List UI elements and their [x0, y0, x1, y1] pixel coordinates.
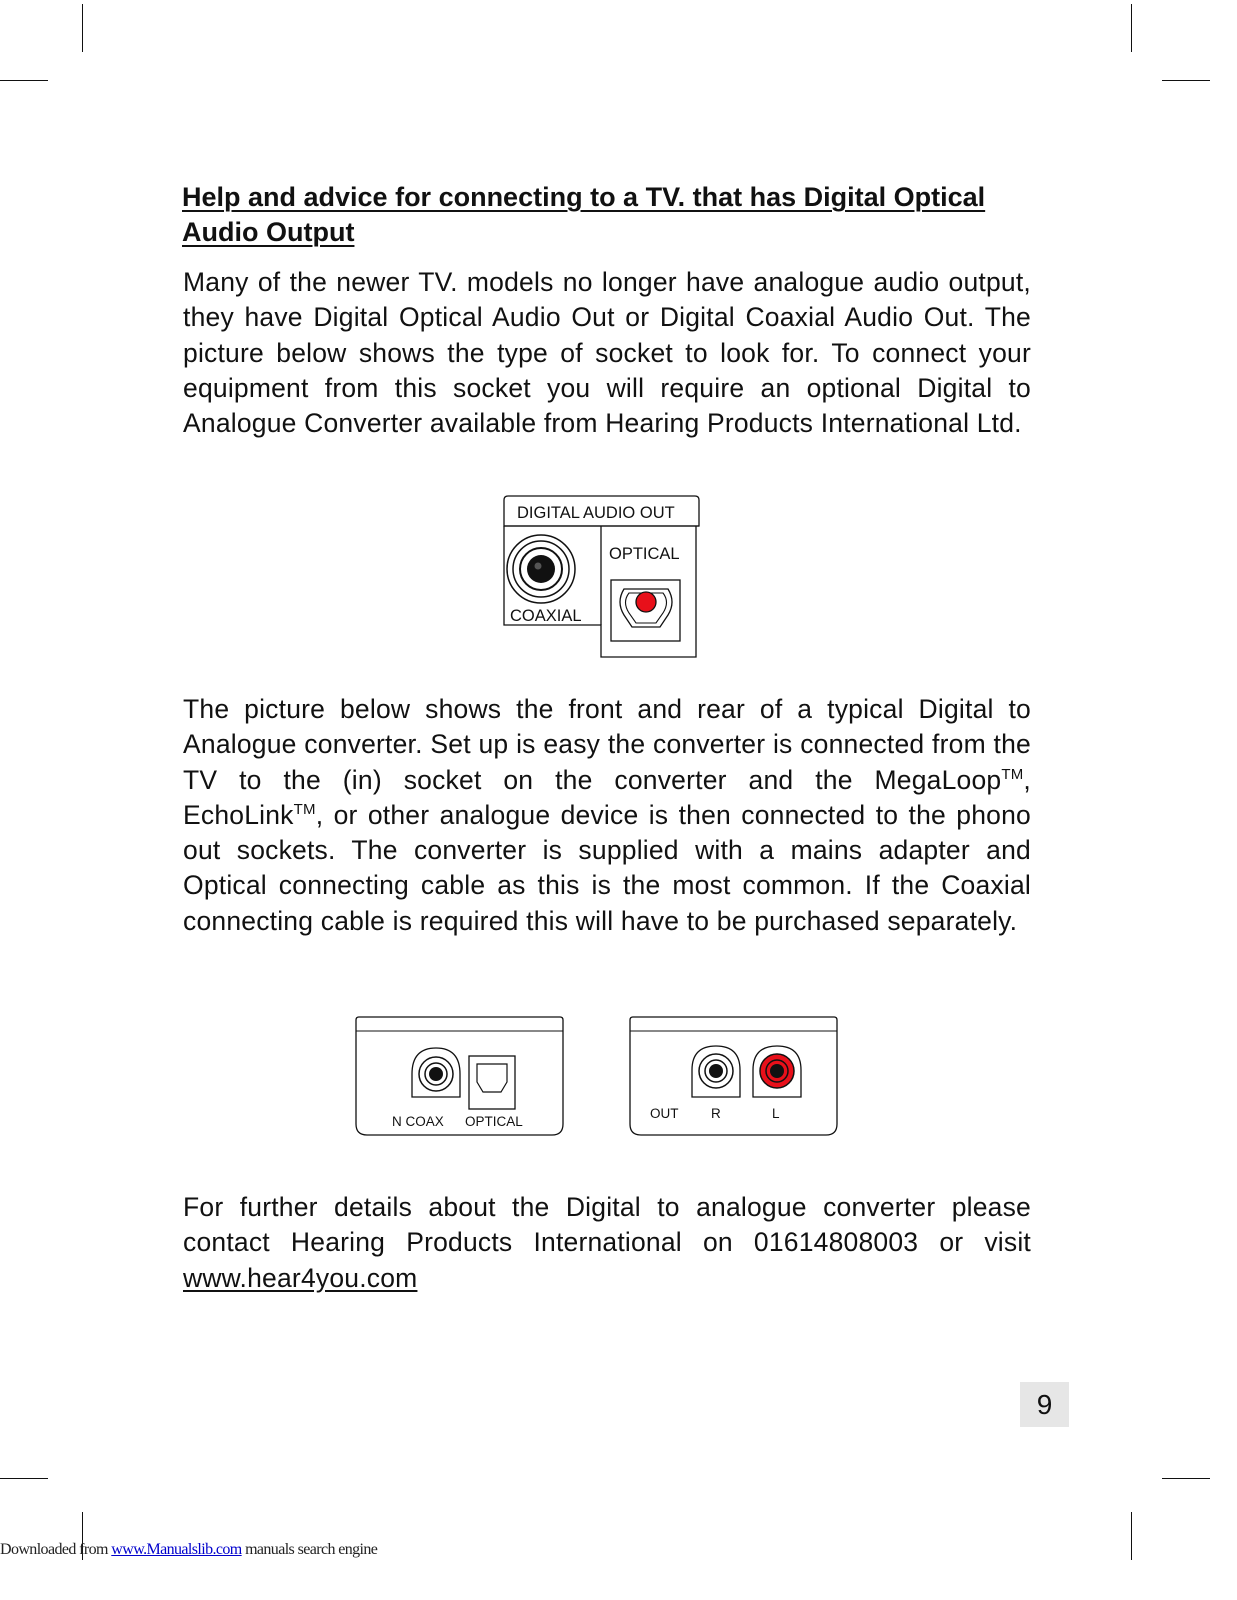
crop-mark — [1162, 80, 1210, 81]
heading-text: Help and advice for connecting to a TV. that has Digital Optical Audio Output — [182, 182, 986, 247]
converter-text-2: , EchoLink — [183, 764, 1031, 830]
converter-text-3: , or other analogue device is then connected to the phono out sockets. The converter is supplied with a mains adapter and Optical connecting cable as this is the most common. If the Coaxial connecting cable is required this will have to be purchased separately. — [183, 799, 1031, 936]
footer-prefix: Downloaded from — [0, 1541, 108, 1558]
optical-label: OPTICAL — [609, 545, 680, 563]
footer-suffix: manuals search engine — [245, 1541, 378, 1558]
coaxial-label: COAXIAL — [510, 607, 582, 625]
l-label: L — [772, 1106, 780, 1121]
crop-mark — [0, 1478, 48, 1479]
crop-mark — [1131, 1512, 1132, 1560]
coaxial-socket-icon — [507, 535, 575, 603]
digital-audio-out-label: DIGITAL AUDIO OUT — [517, 504, 675, 522]
optical-input-label: OPTICAL — [465, 1114, 523, 1129]
optical-input-socket-icon — [469, 1056, 515, 1109]
intro-paragraph: Many of the newer TV. models no longer have analogue audio output, they have Digital Optical Audio Out or Digital Coaxial Audio Out. The picture below shows the type of socket to look for. To connect your equipment from this socket you will require an optional Digital to Analogue Converter available from Hearing Products International Ltd. — [183, 267, 1031, 439]
contact-paragraph — [183, 1190, 1031, 1296]
coaxial-input-socket-icon — [412, 1048, 460, 1097]
tv-socket-diagram — [500, 494, 702, 662]
crop-mark — [0, 80, 48, 81]
r-out-socket-icon — [692, 1046, 740, 1097]
l-out-socket-icon — [753, 1046, 801, 1097]
optical-socket-icon — [611, 580, 680, 641]
download-footer — [0, 1541, 377, 1559]
website-link[interactable]: www.hear4you.com — [183, 1262, 418, 1293]
n-coax-label: N COAX — [392, 1114, 444, 1129]
page-heading — [182, 180, 1032, 250]
crop-mark — [1162, 1478, 1210, 1479]
r-label: R — [711, 1106, 721, 1121]
trademark-mark: TM — [293, 801, 316, 819]
crop-mark — [1131, 4, 1132, 52]
out-label: OUT — [650, 1106, 679, 1121]
converter-text-1: The picture below shows the front and rear of a typical Digital to Analogue converter. Set up is easy the converter is connected from the TV to the (in) socket on the converter and the MegaLoop — [183, 694, 1031, 795]
trademark-mark: TM — [1001, 765, 1024, 783]
converter-front-diagram — [353, 1014, 567, 1140]
page-number: 9 — [1020, 1382, 1069, 1427]
converter-paragraph — [183, 692, 1031, 939]
converter-rear-diagram — [627, 1014, 841, 1140]
manualslib-link[interactable]: www.Manualslib.com — [111, 1541, 242, 1558]
contact-text: For further details about the Digital to analogue converter please contact Hearing Products International on 01614808003 or visit — [183, 1192, 1031, 1258]
crop-mark — [82, 4, 83, 52]
